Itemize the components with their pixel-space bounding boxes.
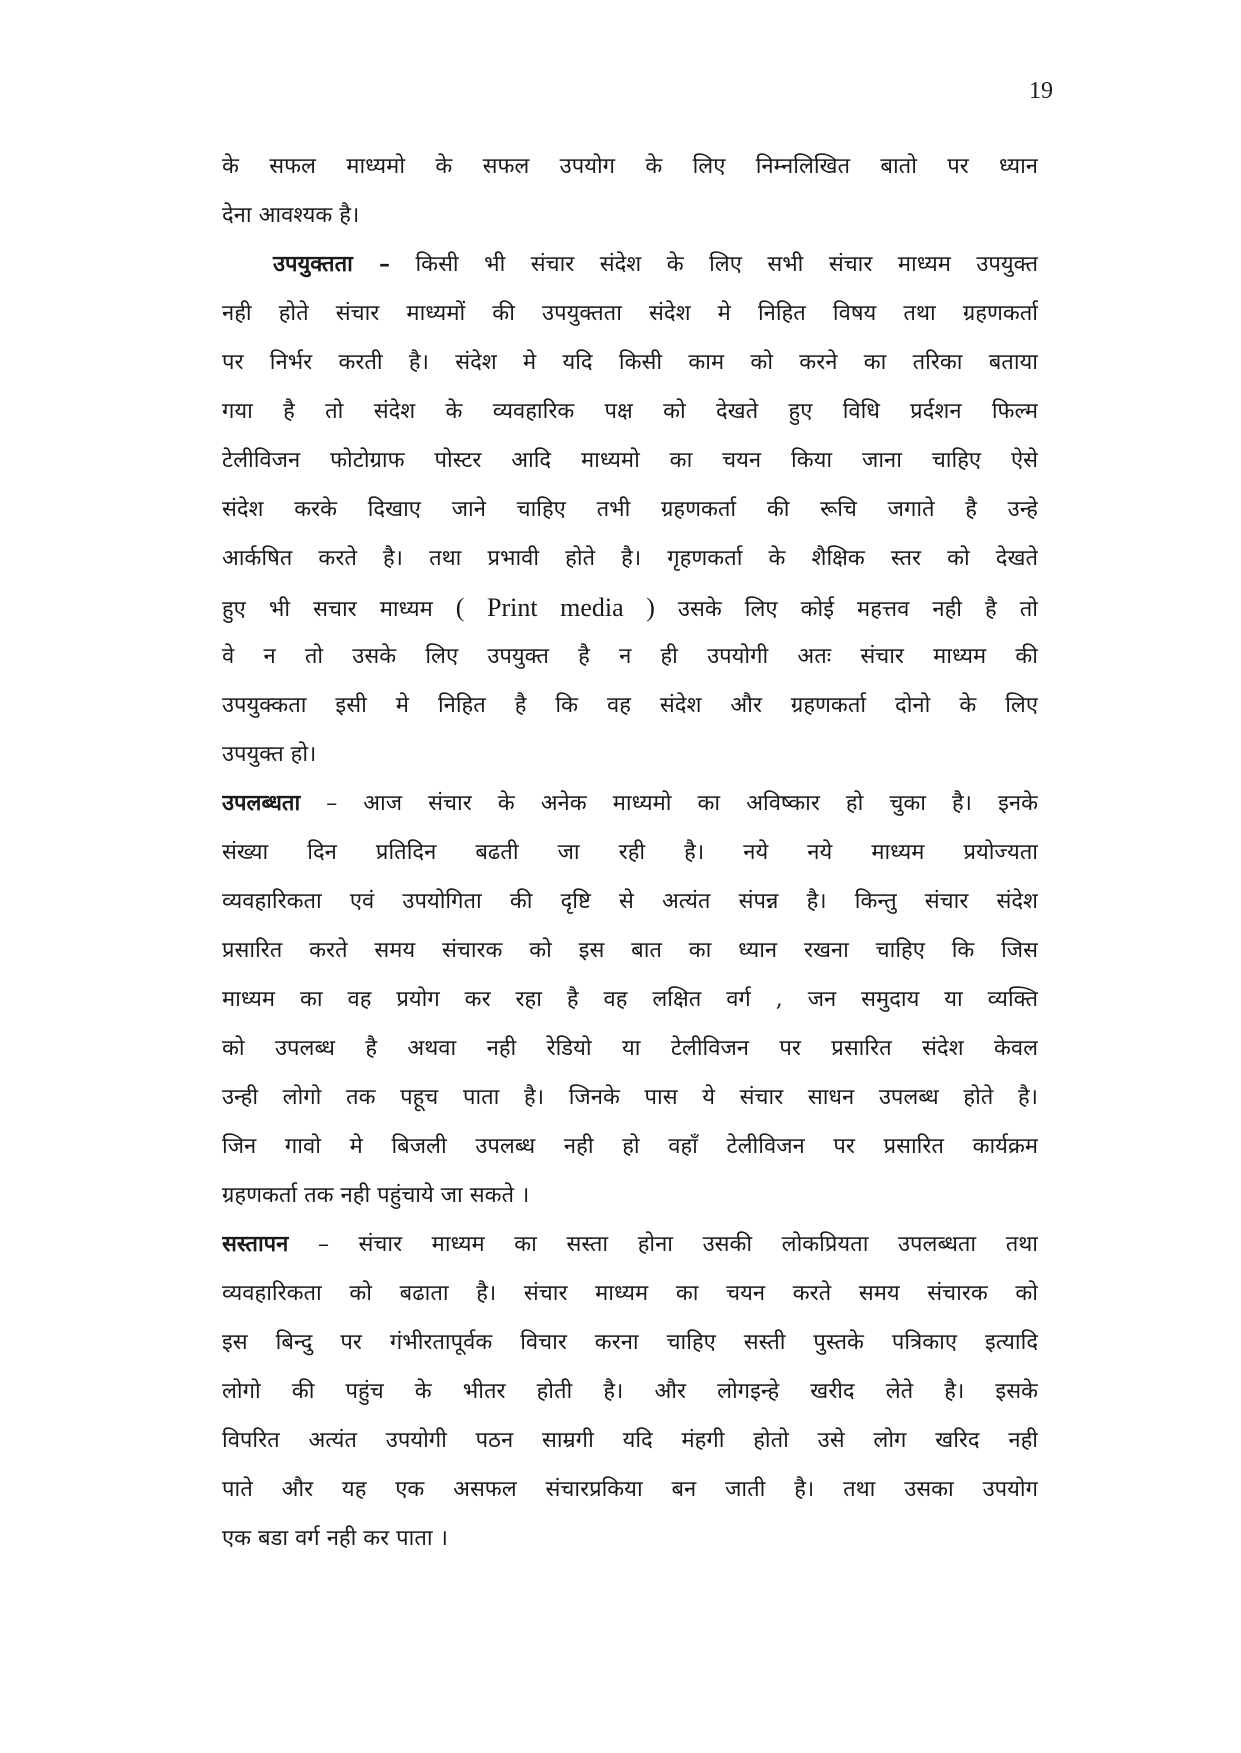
paragraph-line: उपयुक्कता इसी मे निहित है कि वह संदेश और ग्रहणकर्ता दोनो के लिए	[222, 693, 1038, 718]
print-media-term: ( Print media )	[455, 593, 655, 622]
section-upayuktata-first-line	[222, 240, 1038, 289]
paragraph-line: को उपलब्ध है अथवा नही रेडियो या टेलीविजन पर प्रसारित संदेश केवल	[222, 1036, 1038, 1061]
paragraph-line: माध्यम का वह प्रयोग कर रहा है वह लक्षित वर्ग , जन समुदाय या व्यक्ति	[222, 987, 1038, 1012]
section-heading-sastapan: सस्तापन	[222, 1231, 289, 1257]
paragraph-line: व्यवहारिकता एवं उपयोगिता की दृष्टि से अत्यंत संपन्न है। किन्तु संचार संदेश	[222, 889, 1038, 914]
document-body	[222, 142, 1038, 1563]
paragraph-line: संदेश करके दिखाए जाने चाहिए तभी ग्रहणकर्ता की रूचि जगाते है उन्हे	[222, 497, 1038, 522]
paragraph-line: आर्कषित करते है। तथा प्रभावी होते है। गृहणकर्ता के शैक्षिक स्तर को देखते	[222, 546, 1038, 571]
intro-line: देना आवश्यक है।	[222, 203, 360, 228]
paragraph-line: लोगो की पहुंच के भीतर होती है। और लोगइन्हे खरीद लेते है। इसके	[222, 1379, 1038, 1404]
section-upalabdhata-first-line	[222, 779, 1038, 828]
paragraph-text: हुए भी सचार माध्यम	[222, 597, 433, 622]
paragraph-line: संख्या दिन प्रतिदिन बढती जा रही है। नये नये माध्यम प्रयोज्यता	[222, 840, 1038, 865]
paragraph-line: टेलीविजन फोटोग्राफ पोस्टर आदि माध्यमो का चयन किया जाना चाहिए ऐसे	[222, 448, 1038, 473]
paragraph-line: गया है तो संदेश के व्यवहारिक पक्ष को देखते हुए विधि प्रर्दशन फिल्म	[222, 399, 1038, 424]
paragraph-line: व्यवहारिकता को बढाता है। संचार माध्यम का चयन करते समय संचारक को	[222, 1281, 1038, 1306]
section-sastapan-first-line	[222, 1220, 1038, 1269]
page-number: 19	[1029, 78, 1053, 104]
paragraph-line: नही होते संचार माध्यमों की उपयुक्तता संदेश मे निहित विषय तथा ग्रहणकर्ता	[222, 301, 1038, 326]
paragraph-line: जिन गावो मे बिजली उपलब्ध नही हो वहॉं टेलीविजन पर प्रसारित कार्यक्रम	[222, 1134, 1038, 1159]
section-heading-upalabdhata: उपलब्धता	[222, 790, 301, 816]
paragraph-line: उन्ही लोगो तक पहूच पाता है। जिनके पास ये संचार साधन उपलब्ध होते है।	[222, 1085, 1038, 1110]
paragraph-text: उसके लिए कोई महत्तव नही है तो	[677, 597, 1038, 622]
intro-line: के सफल माध्यमो के सफल उपयोग के लिए निम्नलिखित बातो पर ध्यान	[222, 154, 1038, 179]
paragraph-line: वे न तो उसके लिए उपयुक्त है न ही उपयोगी अतः संचार माध्यम की	[222, 644, 1038, 669]
paragraph-text: – संचार माध्यम का सस्ता होना उसकी लोकप्रियता उपलब्धता तथा	[317, 1232, 1038, 1257]
paragraph-line: प्रसारित करते समय संचारक को इस बात का ध्यान रखना चाहिए कि जिस	[222, 938, 1038, 963]
paragraph-text: किसी भी संचार संदेश के लिए सभी संचार माध्यम उपयुक्त	[415, 252, 1038, 277]
paragraph-line: ग्रहणकर्ता तक नही पहुंचाये जा सकते ।	[222, 1183, 530, 1208]
paragraph-line: पर निर्भर करती है। संदेश मे यदि किसी काम को करने का तरिका बताया	[222, 350, 1038, 375]
print-media-line	[222, 583, 1038, 632]
paragraph-line: विपरित अत्यंत उपयोगी पठन साम्रगी यदि मंहगी होतो उसे लोग खरिद नही	[222, 1428, 1038, 1453]
paragraph-text: – आज संचार के अनेक माध्यमो का अविष्कार हो चुका है। इनके	[326, 791, 1038, 816]
paragraph-line: उपयुक्त हो।	[222, 742, 317, 767]
section-heading-upayuktata: उपयुक्तता –	[272, 251, 390, 277]
paragraph-line: इस बिन्दु पर गंभीरतापूर्वक विचार करना चाहिए सस्ती पुस्तके पत्रिकाए इत्यादि	[222, 1330, 1038, 1355]
paragraph-line: एक बडा वर्ग नही कर पाता ।	[222, 1526, 448, 1551]
paragraph-line: पाते और यह एक असफल संचारप्रकिया बन जाती है। तथा उसका उपयोग	[222, 1477, 1038, 1502]
